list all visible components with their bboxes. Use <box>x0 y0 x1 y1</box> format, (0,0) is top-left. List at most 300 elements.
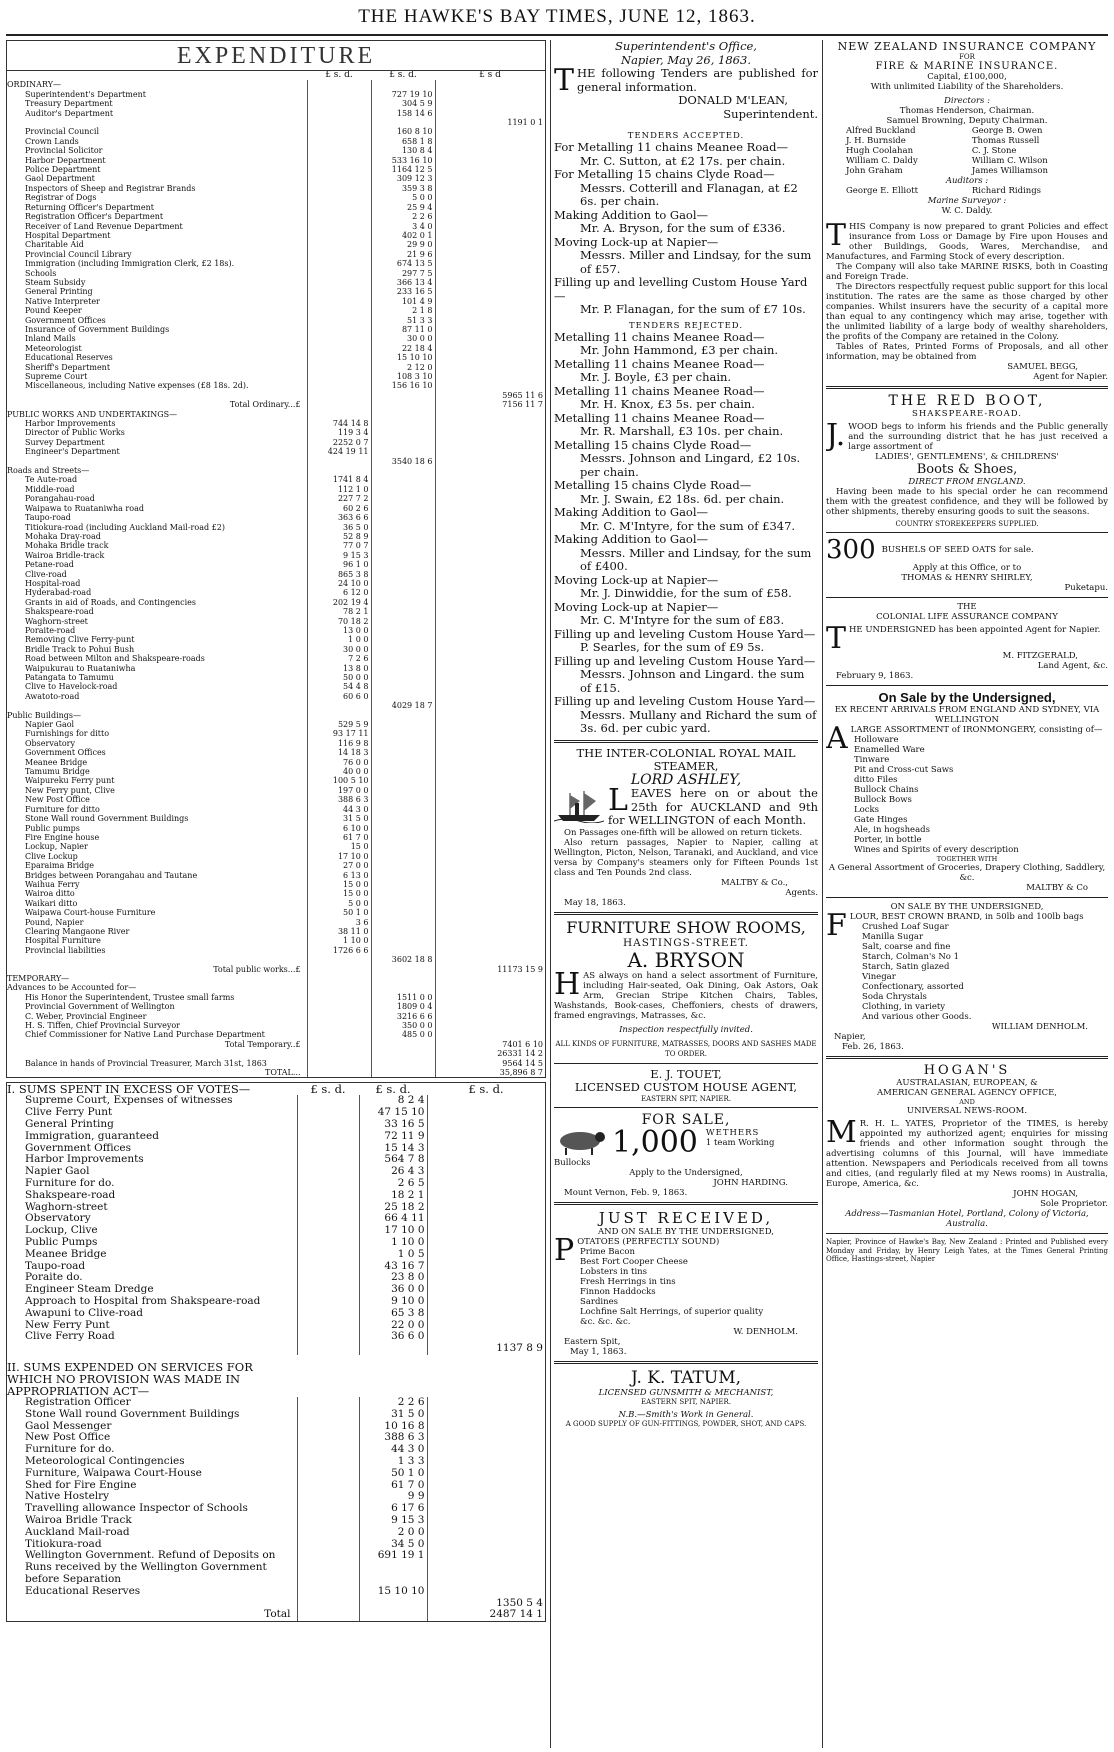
tatum-name: J. K. TATUM, <box>630 1367 742 1388</box>
table-row <box>7 381 545 390</box>
row-amount <box>435 767 545 776</box>
row-amount <box>435 278 545 287</box>
row-label: Insurance of Government Buildings <box>25 324 170 334</box>
dropcap: H <box>554 966 581 1002</box>
sale-team: 1 team Working <box>705 1137 775 1148</box>
table-row <box>7 1107 545 1119</box>
row-amount <box>435 918 545 927</box>
column-divider <box>822 40 823 1748</box>
table-row <box>7 936 545 945</box>
row-label: Provincial Council <box>25 127 100 137</box>
row-label: Grants in aid of Roads, and Contingencies <box>25 597 196 607</box>
row-amount <box>307 1068 371 1077</box>
rule <box>554 1202 818 1205</box>
row-amount <box>371 447 435 456</box>
row-label: ORDINARY— <box>7 80 61 90</box>
row-amount <box>427 1272 545 1284</box>
row-amount <box>297 1515 359 1527</box>
row-amount: 197 0 0 <box>307 786 371 795</box>
table-row <box>7 946 545 955</box>
row-amount <box>307 965 371 974</box>
row-amount: 15 14 3 <box>359 1143 427 1155</box>
row-amount <box>435 99 545 108</box>
row-amount: 72 11 9 <box>359 1131 427 1143</box>
row-amount <box>371 617 435 626</box>
row-amount <box>371 598 435 607</box>
row-label: Waipukurau to Ruataniwha <box>25 663 136 673</box>
row-label: Roads and Streets— <box>7 466 90 476</box>
table-row <box>7 1550 545 1585</box>
row-amount: 744 14 8 <box>307 419 371 428</box>
row-amount <box>371 438 435 447</box>
row-label: Poraite-road <box>25 625 76 635</box>
row-amount: 359 3 8 <box>371 184 435 193</box>
row-amount <box>307 137 371 146</box>
tender-name: Messrs. Mullany and Richard the sum of 3s. 6d. per cubic yard. <box>580 707 817 735</box>
tender-item: Filling up and leveling Custom House Yard— <box>554 626 816 641</box>
just-received-sub: AND ON SALE BY THE UNDERSIGNED, <box>598 1226 774 1237</box>
row-amount <box>435 748 545 757</box>
row-amount: 60 2 6 <box>307 504 371 513</box>
tender-item: Moving Lock-up at Napier— <box>554 599 719 614</box>
row-amount: 363 6 6 <box>307 513 371 522</box>
row-amount: 3216 6 6 <box>371 1012 435 1021</box>
row-amount <box>435 297 545 306</box>
row-amount: 29 9 0 <box>371 240 435 249</box>
table-row <box>7 692 545 701</box>
row-amount: 40 0 0 <box>307 767 371 776</box>
row-amount <box>359 1598 427 1610</box>
row-label <box>7 457 307 466</box>
row-amount: 43 16 7 <box>359 1261 427 1273</box>
row-label: Clive Ferry Road <box>25 1331 115 1343</box>
list-item: Locks <box>854 805 880 815</box>
table-row <box>7 513 545 522</box>
row-label: Provincial liabilities <box>25 945 106 955</box>
row-amount <box>435 871 545 880</box>
tenders-rejected-heading: TENDERS REJECTED. <box>628 320 744 331</box>
row-amount <box>307 287 371 296</box>
row-amount: 1 0 0 <box>307 635 371 644</box>
director-row <box>846 146 1088 156</box>
row-amount <box>435 664 545 673</box>
row-amount <box>435 316 545 325</box>
row-amount <box>297 1432 359 1444</box>
row-amount <box>435 381 545 390</box>
row-amount <box>371 748 435 757</box>
nz-subtitle: FIRE & MARINE INSURANCE. <box>875 61 1059 72</box>
row-label: Total <box>264 1609 291 1621</box>
on-sale-undersigned-heading: ON SALE BY THE UNDERSIGNED, <box>890 902 1044 912</box>
row-amount: 44 3 0 <box>359 1444 427 1456</box>
row-amount <box>371 391 435 400</box>
row-amount <box>427 1586 545 1598</box>
row-label: Public Buildings— <box>7 710 82 720</box>
tender-name: Messrs. Miller and Lindsay, for the sum of £400. <box>580 545 812 573</box>
row-amount <box>435 146 545 155</box>
tender-name: Mr. C. M'Intyre, for the sum of £347. <box>580 518 796 533</box>
section-heading: I. SUMS SPENT IN EXCESS OF VOTES— <box>7 1083 251 1096</box>
row-amount <box>427 1444 545 1456</box>
row-amount <box>371 1059 435 1068</box>
row-amount <box>435 635 545 644</box>
row-amount <box>435 475 545 484</box>
table-row <box>7 1040 545 1049</box>
row-amount <box>435 786 545 795</box>
rule <box>554 1107 818 1108</box>
row-amount <box>371 927 435 936</box>
sums-table-box <box>6 1082 546 1622</box>
row-amount <box>427 1202 545 1214</box>
row-amount <box>371 974 435 983</box>
furniture-proprietor: A. BRYSON <box>627 947 745 972</box>
director: Thomas Russell <box>971 136 1040 146</box>
row-label: Immigration (including Immigration Clerk, £2 18s). <box>25 259 235 269</box>
red-boot-street: SHAKSPEARE-ROAD. <box>912 409 1022 419</box>
table-row <box>7 758 545 767</box>
row-amount: 388 6 3 <box>307 795 371 804</box>
table-row <box>7 908 545 917</box>
row-amount <box>371 682 435 691</box>
row-amount: 30 0 0 <box>371 334 435 343</box>
tender-name: Mr. A. Bryson, for the sum of £336. <box>580 221 786 235</box>
row-amount: 15 0 0 <box>307 880 371 889</box>
row-amount <box>297 1166 359 1178</box>
row-label: Observatory <box>25 1213 91 1225</box>
row-label: Patangata to Tamumu <box>25 673 114 682</box>
table-row <box>7 1049 545 1058</box>
table-row <box>7 965 545 974</box>
dropcap: T <box>826 621 847 656</box>
table-row <box>7 598 545 607</box>
row-amount: 3 4 0 <box>371 222 435 231</box>
dropcap: A <box>826 721 848 756</box>
row-label: Sheriff's Department <box>25 362 111 372</box>
row-amount <box>371 871 435 880</box>
row-label: Removing Clive Ferry-punt <box>25 635 135 645</box>
row-amount <box>371 607 435 616</box>
row-amount <box>297 1308 359 1320</box>
signature-title: Land Agent, &c. <box>1037 661 1108 671</box>
mail-paragraph: Also return passages, Napier to Napier, calling at Wellington, Picton, Nelson, Taranaki, and Auckland, and vice versa by Company's steamers only for Fifteen Pounds 1st class and Ten Pounds 2nd class. <box>554 837 818 878</box>
row-amount <box>371 833 435 842</box>
row-amount <box>435 598 545 607</box>
row-amount: 70 18 2 <box>307 617 371 626</box>
row-amount <box>435 231 545 240</box>
table-row <box>7 193 545 202</box>
table-row <box>7 1468 545 1480</box>
row-amount <box>427 1432 545 1444</box>
row-label <box>7 1598 297 1610</box>
table-row <box>7 682 545 691</box>
row-amount <box>435 758 545 767</box>
row-amount <box>427 1456 545 1468</box>
tender-name: Mr. J. Boyle, £3 per chain. <box>580 370 732 384</box>
row-amount: 60 6 0 <box>307 692 371 701</box>
row-amount <box>297 1444 359 1456</box>
ship-name: LORD ASHLEY, <box>630 771 742 788</box>
row-amount <box>371 965 435 974</box>
row-label: Advances to be Accounted for— <box>7 983 137 993</box>
signature: SAMUEL BEGG, <box>1007 362 1078 372</box>
nz-insurance-heading: NEW ZEALAND INSURANCE COMPANY <box>837 40 1097 53</box>
row-label: Survey Department <box>25 437 105 447</box>
table-row <box>7 824 545 833</box>
table-row <box>7 1586 545 1598</box>
touet-address: EASTERN SPIT, NAPIER. <box>641 1094 731 1103</box>
row-amount <box>435 532 545 541</box>
table-row <box>7 372 545 381</box>
row-label: General Printing <box>25 1119 114 1131</box>
table-row <box>7 1225 545 1237</box>
row-amount <box>297 1178 359 1190</box>
row-amount <box>435 504 545 513</box>
row-amount: 2 2 6 <box>371 212 435 221</box>
tender-name: Mr. P. Flanagan, for the sum of £7 10s. <box>580 302 806 316</box>
row-label: Meteorologist <box>25 343 82 353</box>
row-amount <box>427 1491 545 1503</box>
table-row <box>7 626 545 635</box>
table-row <box>7 1409 545 1421</box>
table-row <box>7 1030 545 1039</box>
oats-place: Puketapu. <box>1064 583 1108 593</box>
row-amount: 2 12 0 <box>371 363 435 372</box>
row-amount <box>435 814 545 823</box>
row-label: New Ferry Punt <box>25 1319 110 1331</box>
hogan-sub: AMERICAN GENERAL AGENCY OFFICE, <box>876 1088 1058 1098</box>
rule <box>826 685 1108 686</box>
director: J. H. Burnside <box>846 136 906 146</box>
row-amount: 119 3 4 <box>307 428 371 437</box>
table-row <box>7 259 545 268</box>
row-label: Napier Gaol <box>25 720 75 730</box>
row-label: Observatory <box>25 738 76 748</box>
table-row <box>7 1491 545 1503</box>
tenders-rejected-list <box>554 331 818 736</box>
row-amount <box>371 889 435 898</box>
row-amount <box>435 795 545 804</box>
table-row <box>7 1527 545 1539</box>
row-amount <box>435 983 545 992</box>
dropcap: J. <box>826 418 846 453</box>
table-row <box>7 1237 545 1249</box>
row-amount: 1809 0 4 <box>371 1002 435 1011</box>
expenditure-table-box <box>6 40 546 1078</box>
row-label: Eparaima Bridge <box>25 861 95 871</box>
row-label <box>7 391 307 400</box>
table-row <box>7 880 545 889</box>
row-label: Taupo-road <box>25 1260 86 1272</box>
row-amount: 2 2 6 <box>359 1397 427 1409</box>
tender-name: Mr. J. Swain, £2 18s. 6d. per chain. <box>580 491 785 506</box>
row-amount <box>307 983 371 992</box>
table-row <box>7 137 545 146</box>
row-amount <box>435 729 545 738</box>
row-amount <box>435 842 545 851</box>
table-row <box>7 720 545 729</box>
row-amount <box>427 1503 545 1515</box>
table-row <box>7 269 545 278</box>
table-row <box>7 974 545 983</box>
row-label: Tamumu Bridge <box>25 767 90 777</box>
row-amount: 233 16 5 <box>371 287 435 296</box>
row-amount <box>297 1284 359 1296</box>
row-amount <box>297 1190 359 1202</box>
table-row <box>7 240 545 249</box>
row-amount <box>435 428 545 437</box>
table-row <box>7 551 545 560</box>
rule <box>554 912 818 915</box>
row-amount: 50 1 0 <box>359 1468 427 1480</box>
row-amount <box>307 381 371 390</box>
hogan-address: Address—Tasmanian Hotel, Portland, Colony of Victoria, Australia. <box>845 1209 1089 1229</box>
tenders-column <box>554 40 818 1748</box>
row-amount: 23 8 0 <box>359 1272 427 1284</box>
row-label: Middle-road <box>25 484 75 494</box>
row-amount: 529 5 9 <box>307 720 371 729</box>
row-label: Pound Keeper <box>25 306 82 316</box>
hogan-and: AND <box>959 1098 975 1106</box>
tatum-title: LICENSED GUNSMITH & MECHANIST, <box>598 1387 774 1398</box>
list-item: Finnon Haddocks <box>580 1286 656 1297</box>
table-row <box>7 174 545 183</box>
tender-name: Mr. C. M'Intyre for the sum of £83. <box>580 613 785 627</box>
row-amount <box>427 1397 545 1409</box>
row-amount: 1 10 0 <box>359 1237 427 1249</box>
row-amount <box>435 626 545 635</box>
row-amount: 7 2 6 <box>307 654 371 663</box>
list-item: Prime Bacon <box>580 1246 635 1257</box>
table-row <box>7 250 545 259</box>
signature: JOHN HOGAN, <box>1013 1189 1078 1199</box>
signature: MALTBY & Co., <box>720 877 788 888</box>
list-item: Pit and Cross-cut Saws <box>854 765 954 775</box>
row-amount <box>297 1456 359 1468</box>
row-amount <box>371 1068 435 1077</box>
row-amount <box>307 240 371 249</box>
row-amount: 160 8 10 <box>371 127 435 136</box>
table-row <box>7 776 545 785</box>
auditor: Richard Ridings <box>971 186 1042 196</box>
row-amount: 38 11 0 <box>307 927 371 936</box>
row-amount <box>435 551 545 560</box>
tender-name: Messrs. Johnson and Lingard, £2 10s. per chain. <box>580 451 801 479</box>
table-row <box>7 795 545 804</box>
row-label: Hospital-road <box>25 578 81 588</box>
director-row <box>846 166 1088 176</box>
row-amount: 26331 14 2 <box>435 1049 545 1058</box>
row-amount <box>427 1550 545 1585</box>
row-amount <box>427 1190 545 1202</box>
table-row <box>7 701 545 710</box>
table-row <box>7 673 545 682</box>
row-label: Hospital Department <box>25 230 111 240</box>
row-amount: 15 10 10 <box>359 1586 427 1598</box>
table-row <box>7 212 545 221</box>
tenders-accepted-list <box>554 141 818 317</box>
row-amount: 36 6 0 <box>359 1331 427 1343</box>
row-amount <box>371 645 435 654</box>
row-amount <box>371 419 435 428</box>
together-with: TOGETHER WITH <box>936 855 998 863</box>
list-item: Lochfine Salt Herrings, of superior quality <box>580 1306 764 1317</box>
row-label <box>7 1343 297 1355</box>
row-amount <box>427 1421 545 1433</box>
row-amount: 96 1 0 <box>307 560 371 569</box>
row-amount <box>427 1296 545 1308</box>
table-row <box>7 786 545 795</box>
row-amount <box>427 1131 545 1143</box>
dropcap: F <box>826 908 847 943</box>
row-amount: 4029 18 7 <box>371 701 435 710</box>
tender-item: Metalling 11 chains Meanee Road— <box>554 356 765 371</box>
row-amount: 424 19 11 <box>307 447 371 456</box>
table-row <box>7 570 545 579</box>
furniture-street: HASTINGS-STREET. <box>622 936 749 949</box>
row-amount <box>435 306 545 315</box>
list-item: Manilla Sugar <box>862 932 924 942</box>
row-amount: 78 2 1 <box>307 607 371 616</box>
table-row <box>7 127 545 136</box>
list-item: Best Fort Cooper Cheese <box>580 1256 688 1267</box>
row-amount: 9 15 3 <box>307 551 371 560</box>
row-amount: 15 0 0 <box>307 889 371 898</box>
row-amount <box>371 1040 435 1049</box>
row-amount <box>371 118 435 127</box>
tender-item: Moving Lock-up at Napier— <box>554 572 719 587</box>
row-amount <box>427 1539 545 1551</box>
row-amount <box>435 174 545 183</box>
row-amount <box>307 193 371 202</box>
row-amount <box>371 852 435 861</box>
row-amount <box>307 353 371 362</box>
director: William C. Daldy <box>846 156 918 166</box>
table-row <box>7 645 545 654</box>
row-amount: 17 10 0 <box>307 852 371 861</box>
table-row <box>7 532 545 541</box>
row-label: Waghorn-street <box>25 1201 108 1213</box>
row-amount <box>371 767 435 776</box>
row-label: Porangahau-road <box>25 494 95 504</box>
director: John Graham <box>846 166 903 176</box>
row-amount <box>297 1598 359 1610</box>
row-amount: 31 5 0 <box>359 1409 427 1421</box>
on-sale-list <box>826 735 1108 855</box>
row-label: Shakspeare-road <box>25 607 94 617</box>
row-label: Clive Lockup <box>25 851 78 861</box>
row-amount <box>307 391 371 400</box>
row-label: Police Department <box>25 165 101 175</box>
list-item: Starch, Satin glazed <box>862 962 950 972</box>
row-amount <box>307 457 371 466</box>
date: Mount Vernon, Feb. 9, 1863. <box>564 1187 688 1198</box>
row-amount <box>427 1527 545 1539</box>
row-label: Meanee Bridge <box>25 1248 107 1260</box>
row-label: TEMPORARY— <box>7 974 70 983</box>
row-label: Native Interpreter <box>25 296 100 306</box>
row-label: Total Ordinary...£ <box>229 400 301 410</box>
list-item: Crushed Loaf Sugar <box>862 922 949 932</box>
row-amount <box>435 570 545 579</box>
row-amount <box>435 889 545 898</box>
row-amount <box>297 1480 359 1492</box>
table-row <box>7 278 545 287</box>
row-label: Returning Officer's Department <box>25 202 154 212</box>
row-amount: 77 0 7 <box>307 541 371 550</box>
just-received-list <box>554 1247 818 1327</box>
row-amount <box>371 80 435 89</box>
list-item: Tinware <box>854 755 890 765</box>
